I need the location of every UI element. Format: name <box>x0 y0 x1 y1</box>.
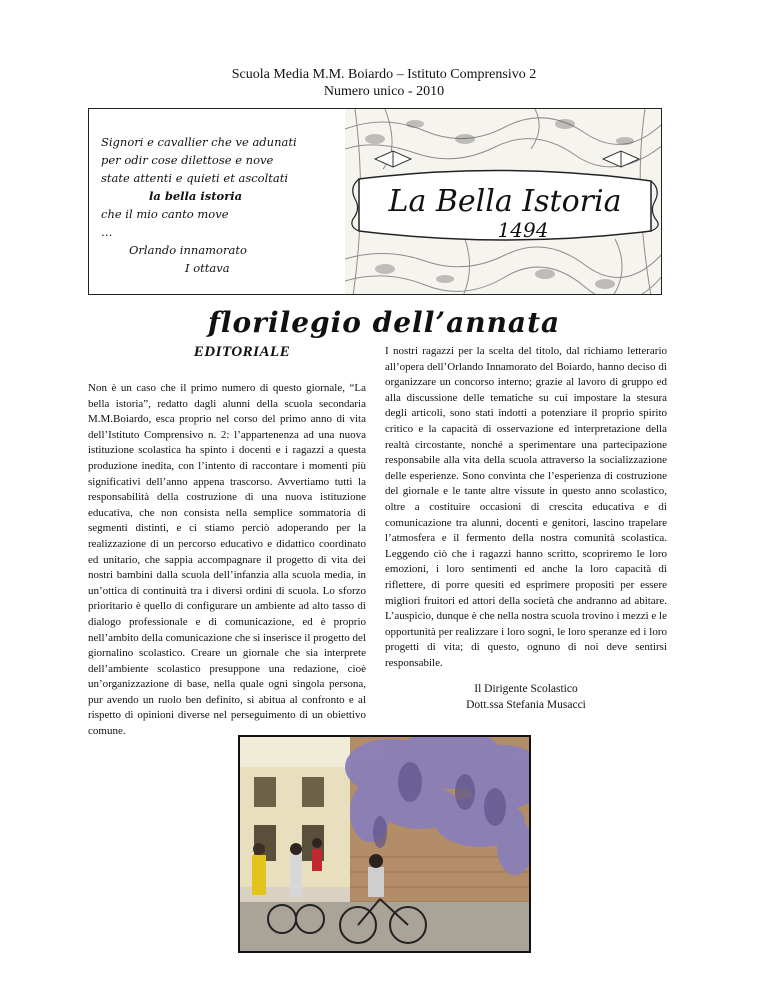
poem-stanza: I ottava <box>185 261 230 275</box>
poem-line-2: per odir cose dilettose e nove <box>101 153 274 167</box>
poem-source: Orlando innamorato <box>129 243 247 257</box>
signature-name: Dott.ssa Stefania Musacci <box>466 699 586 712</box>
editorial-heading: EDITORIALE <box>193 344 291 360</box>
editorial-text-left: Non è un caso che il primo numero di questo giornale, “La bella istoria”, redatto dagli alunni della scuola secondaria M.M.Boiardo, esca proprio nel corso del primo anno di vita dell’Istituto Comprensivo n. 2: l’appartenenza ad una nuova istituzione scolastica ha spinto i docenti e i ragazzi a questa produzione inedita, con l’intento di raccontare i momenti più significativi dell’anno appena trascorso. Avvertiamo tutti la responsabilità della costruzione di una nuova istituzione educativa, che non consista nella semplice sommatoria di segmenti distinti, e ci stiamo perciò adoperando per la realizzazione di un percorso educativo e didattico coordinato ed unitario, che sappia accompagnare il progetto di vita dei nostri bambini dalla scuola dell’infanzia alla scuola media, in un’ottica di continuità tra i diversi ordini di scuola. Lo sforzo prioritario è quello di configurare un ambiente ad alto tasso di dialogo professionale e di comunicazione, ed è proprio nell’ambito della comunicazione che si inserisce il progetto del giornalino scolastico. Creare un giornale che sia interprete dell’ambiente scolastico presuppone una redazione, cioè un’organizzazione di base, nella quale ogni singola persona, pur avendo un ruolo ben definito, si abitua al confronto e al rispetto di opinioni diverse nel perseguimento di un obiettivo comune. <box>88 382 366 738</box>
poem-line-4: la bella istoria <box>149 189 243 203</box>
masthead-logo-illustration <box>345 109 662 295</box>
page-header <box>0 66 768 100</box>
signature-role: Il Dirigente Scolastico <box>474 683 578 696</box>
masthead-banner <box>88 108 662 295</box>
issue-title: florilegio dell’annata <box>207 306 561 339</box>
poem-line-3: state attenti e quieti et ascoltati <box>101 171 289 185</box>
editorial-signature <box>385 681 667 713</box>
poem-line-6: … <box>101 225 113 239</box>
editorial-right-column <box>385 344 667 713</box>
editorial-left-column <box>88 344 366 740</box>
logo-year: 1494 <box>497 218 549 242</box>
header-issue: Numero unico - 2010 <box>323 84 445 99</box>
editorial-text-right: I nostri ragazzi per la scelta del titolo, dal richiamo letterario all’opera dell’Orlando Innamorato del Boiardo, hanno deciso di organizzare un concorso interno; grazie al lavoro di gruppo ed alla discussione delle tematiche su cui impostare la stesura degli articoli, sono stati indotti a potenziare il proprio spirito critico e la capacità di osservazione ed interpretazione della realtà circostante, nonché a sperimentare una partecipazione responsabile alla vita della scuola attraverso la socializzazione delle esperienze. Sono convinta che l’esperienza di costruzione del giornale e le tante altre vissute in questo anno scolastico, oltre a costituire occasioni di crescita educativa e di comunicazione tra alunni, docenti e genitori, lascino trapelare l’atmosfera e il fermento della nostra comunità scolastica. Leggendo ciò che i ragazzi hanno scritto, scopriremo le loro emozioni, i loro sentimenti ed anche la loro capacità di riflettere, di porre quesiti ed esprimere propositi per essere migliori fruitori ed attori della società che andranno ad abitare. L’auspicio, dunque è che nella nostra scuola trovino i mezzi e le opportunità per realizzare i loro sogni, le loro speranze ed i loro progetti di vita; di questo, ognuno di noi deve sentirsi responsabile. <box>385 345 667 669</box>
poem-line-5: che il mio canto move <box>101 207 229 221</box>
school-courtyard-photo <box>238 735 531 953</box>
poem-excerpt <box>101 133 351 277</box>
header-school: Scuola Media M.M. Boiardo – Istituto Comprensivo 2 <box>231 67 537 82</box>
logo-title: La Bella Istoria <box>388 184 622 219</box>
photo-illustration <box>240 737 529 951</box>
poem-line-1: Signori e cavallier che ve adunati <box>101 135 297 149</box>
